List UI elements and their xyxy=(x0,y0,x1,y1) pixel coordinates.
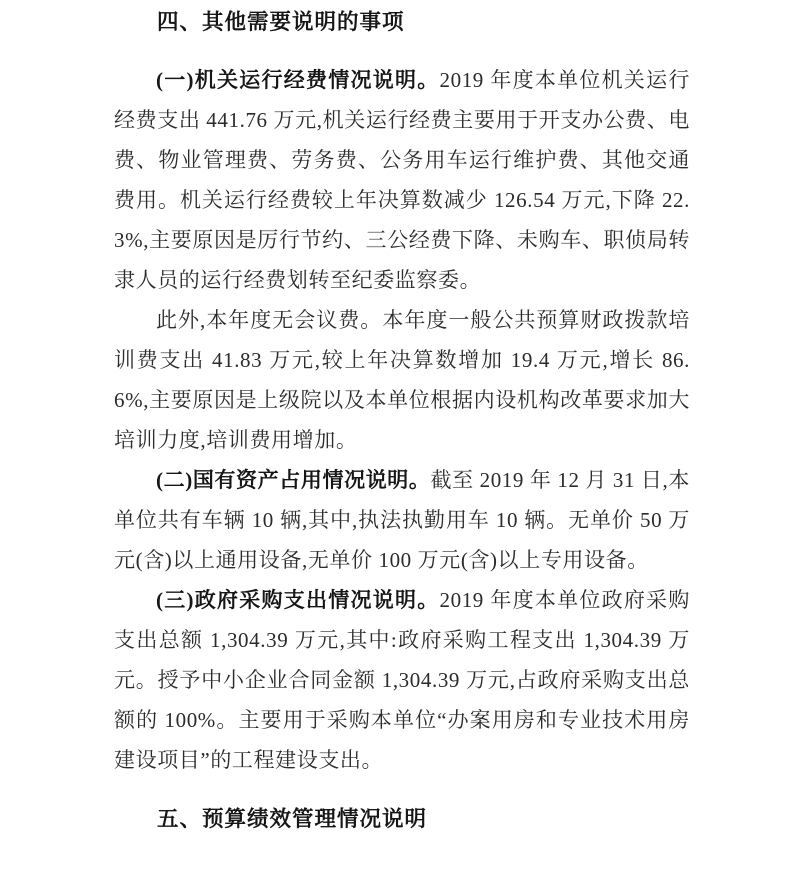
paragraph-lead-state-owned-assets: (二)国有资产占用情况说明。 xyxy=(156,468,431,492)
paragraph-text-state-owned-assets: 截至 2019 年 12 月 31 日,本单位共有车辆 10 辆,其中,执法执勤用车 10 辆。无单价 50 万元(含)以上通用设备,无单价 100 万元(含)以上专用设备。 xyxy=(114,468,690,572)
paragraph-lead-government-procurement: (三)政府采购支出情况说明。 xyxy=(156,588,440,612)
paragraph-agency-operating-expenses xyxy=(114,60,690,300)
paragraph-government-procurement xyxy=(114,580,690,780)
paragraph-state-owned-assets xyxy=(114,460,690,580)
paragraph-text-training-fees: 此外,本年度无会议费。本年度一般公共预算财政拨款培训费支出 41.83 万元,较上年决算数增加 19.4 万元,增长 86.6%,主要原因是上级院以及本单位根据内设机构改革要求加大培训力度,培训费用增加。 xyxy=(114,308,690,452)
paragraph-lead-agency-operating-expenses: (一)机关运行经费情况说明。 xyxy=(156,68,440,92)
section-heading-budget-performance: 五、预算绩效管理情况说明 xyxy=(157,807,428,831)
paragraph-text-government-procurement: 2019 年度本单位政府采购支出总额 1,304.39 万元,其中:政府采购工程支出 1,304.39 万元。授予中小企业合同金额 1,304.39 万元,占政府采购支出总额的 100%。主要用于采购本单位“办案用房和专业技术用房建设项目”的工程建设支出。 xyxy=(114,588,691,772)
section-heading-other-matters: 四、其他需要说明的事项 xyxy=(157,10,405,34)
paragraph-text-agency-operating-expenses: 2019 年度本单位机关运行经费支出 441.76 万元,机关运行经费主要用于开支办公费、电费、物业管理费、劳务费、公务用车运行维护费、其他交通费用。机关运行经费较上年决算数减少 126.54 万元,下降 22.3%,主要原因是厉行节约、三公经费下降、未购车、职侦局转隶人员的运行经费划转至纪委监察委。 xyxy=(114,68,691,292)
paragraph-training-fees xyxy=(114,300,690,460)
